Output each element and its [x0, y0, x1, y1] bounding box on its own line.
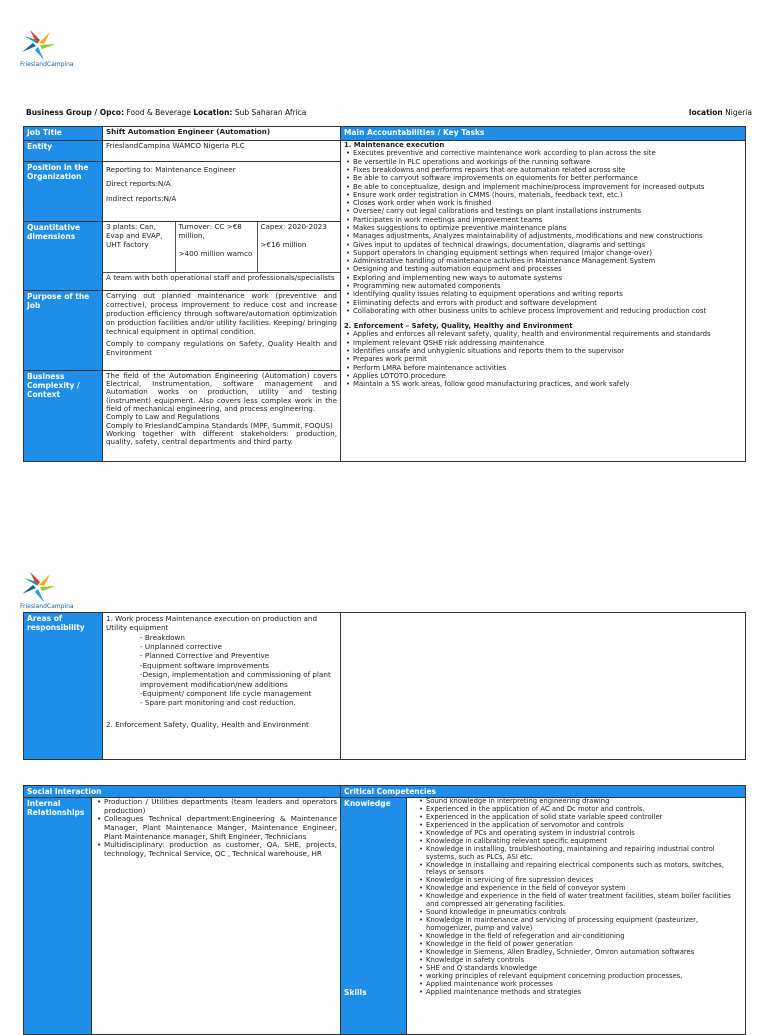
job-title-label: Job Title: [24, 127, 103, 141]
knowledge-item: • Sound knowledge in interpreting engineering drawing: [426, 798, 742, 806]
enforcement-item: • Applies and enforces all relevant safety, quality, health and environmental requirements and standards: [353, 330, 742, 338]
turnover: [175, 222, 257, 272]
company-logo-page-2: [20, 570, 100, 610]
enforcement-item: • Applies LOTOTO procedure: [353, 372, 742, 380]
indirect-reports: Indirect reports:N/A: [106, 194, 177, 204]
accountability-item: • Exploring and implementing new ways to automate systems: [353, 274, 742, 282]
accountability-item: • Programming new automated components: [353, 282, 742, 290]
internal-relationship-item: • Multidisciplinary: production as customer, QA, SHE, projects, technology, Technical Service, QC , Technical warehouse, HR: [104, 841, 337, 858]
area-item: - Spare part monitoring and cost reduction.: [140, 698, 296, 708]
country-location: [689, 108, 752, 117]
skills-list: [410, 965, 742, 997]
turnover-line-2: >400 million wamco: [178, 248, 253, 258]
accountabilities-header: Main Accountabilities / Key Tasks: [341, 127, 746, 141]
accountability-item: • Be able to carryout software improvements on equioments for better performance: [353, 174, 742, 182]
job-description-table: [23, 126, 746, 462]
position-label: Position in the Organization: [24, 161, 103, 222]
knowledge-item: • Knowledge in maintenance and servicing of processing equipment (pasteurizer, homogenizer, pump and valve): [426, 917, 742, 933]
accountabilities-cell: [341, 141, 746, 462]
business-group-row: [26, 108, 752, 117]
competencies-value: [407, 798, 746, 1035]
accountability-item: • Oversee/ carry out legal calibrations and testings on plant installations instruments: [353, 207, 742, 215]
area-item: -Design, implementation and commissioning of plant improvement modification/new additions: [140, 670, 331, 689]
accountability-2-list: [344, 330, 742, 388]
enforcement-item: • Identifies unsafe and unhygienic situations and reports them to the supervisor: [353, 347, 742, 355]
area-item: - Unplanned corrective: [140, 642, 222, 652]
knowledge-item: • Knowledge in the field of power generation: [426, 941, 742, 949]
country-label: location: [688, 108, 723, 117]
skill-item: • working principles of relevant equipment concerning production processes,: [426, 973, 742, 981]
internal-relationship-item: • Colleagues Technical department:Engineering & Maintenance Manager, Plant Maintenance Manger, Maintenance Engineer, Plant Maintenance manager, Shift Engineer, Technicians: [104, 815, 337, 841]
knowledge-item: • Knowledge in calibrating relevant specific equipment: [426, 838, 742, 846]
knowledge-item: • Knowledge in installing, troubleshooting, maintaining and repairing industrial control systems, such as PLCs, ASI etc.: [426, 846, 742, 862]
knowledge-item: • Knowledge in installaing and repairing electrical components such as motors, switches, relays or sensors: [426, 862, 742, 878]
knowledge-item: • Experienced in the application of servomotor and controls: [426, 822, 742, 830]
enforcement-item: • Prepares work permit: [353, 355, 742, 363]
team-description: A team with both operational staff and professionals/specialists: [103, 272, 340, 290]
knowledge-item: • Knowledge in safety controls: [426, 957, 742, 965]
enforcement-item: • Implement relevant QSHE risk addressing maintenance: [353, 339, 742, 347]
knowledge-item: • Knowledge in servicing of fire supression devices: [426, 877, 742, 885]
country-value: Nigeria: [725, 108, 752, 117]
accountability-1-list: [344, 149, 742, 315]
knowledge-item: • Experienced in the application of solid state variable speed controller: [426, 814, 742, 822]
job-title-value: Shift Automation Engineer (Automation): [103, 127, 341, 141]
purpose-paragraph-1: Carrying out planned maintenance work (preventive and corrective), process improvement to reduce cost and increase production efficiency through software/automation optimization on production facilities and/or utility facilities. Keeping/ bringing technical equipment in optimal condition.: [106, 291, 337, 336]
company-logo: [20, 28, 100, 68]
brand-name: FrieslandCampina: [20, 603, 74, 610]
quantitative-value: [103, 222, 341, 291]
knowledge-item: • Knowledge and experience in the field of conveyor system: [426, 885, 742, 893]
areas-label: Areas of responsibility: [24, 613, 103, 760]
skill-item: • Applied maintenance work processes: [426, 981, 742, 989]
quantitative-inner-table: [103, 222, 340, 290]
direct-reports: Direct reports:N/A: [106, 179, 171, 189]
complexity-paragraph-4: Working together with different stakeholders: production, quality, safety, central departments and third party.: [106, 429, 337, 447]
complexity-paragraph-1: The field of the Automation Engineering (Automation) covers Electrical, Instrumentation, software management and Automation works on production, utility and testing (instrument) equipment. Also covers less complex work in the field of mechanical engineering, and process engineering.: [106, 370, 337, 413]
knowledge-item: • Knowledge and experience in the field of water treatment facilities, steam boiler facilities and compressed air generating facilities.: [426, 893, 742, 909]
turnover-line-1: Turnover: CC >€8 million,: [178, 222, 242, 241]
social-interaction-header: Social Interaction: [24, 786, 341, 798]
skills-label: Skills: [344, 988, 367, 997]
complexity-paragraph-3: Comply to FrieslandCampina Standards (MPF, Summit, FOQUS): [106, 420, 333, 430]
areas-empty-cell: [341, 613, 746, 760]
areas-of-responsibility-table: [23, 612, 746, 760]
reporting-to: Reporting to: Maintenance Engineer: [106, 164, 236, 174]
accountability-item: • Identifying quality issues relating to equipment operations and writing reports: [353, 290, 742, 298]
knowledge-item: • Knowledge in Siemens, Allen Bradley, Schnieder, Omron automation softwares: [426, 949, 742, 957]
brand-name: FrieslandCampina: [20, 61, 74, 68]
accountability-item: • Closes work order when work is finished: [353, 199, 742, 207]
capex: [257, 222, 340, 272]
purpose-label: Purpose of the Job: [24, 291, 103, 370]
skill-item: • Applied maintenance methods and strategies: [426, 989, 742, 997]
accountability-item: • Eliminating defects and errors with product and software development: [353, 299, 742, 307]
complexity-value: [103, 370, 341, 461]
business-group-label: Business Group / Opco:: [26, 108, 125, 117]
accountability-item: • Ensure work order registration in CMMS (hours, materials, feedback text, etc.): [353, 191, 742, 199]
area-item: -Equipment software improvements: [140, 660, 270, 670]
internal-relationships-value: [92, 798, 341, 1035]
areas-item-2: 2. Enforcement Safety, Quality, Health and Environment: [106, 719, 309, 729]
areas-intro: 1. Work process Maintenance execution on production and Utility equipment: [106, 614, 318, 633]
accountability-item: • Be able to conceptualize, design and implement machine/process improvement for increased outputs: [353, 183, 742, 191]
entity-label: Entity: [24, 141, 103, 161]
knowledge-item: • Knowledge in the field of refegeration and air-conditioning: [426, 933, 742, 941]
accountability-item: • Makes suggestions to optimize preventive maintenance plans: [353, 224, 742, 232]
accountability-item: • Be versertile in PLC operations and workings of the running software: [353, 158, 742, 166]
skill-item: • SHE and Q standards knowledge: [426, 965, 742, 973]
position-value: [103, 161, 341, 222]
knowledge-list: [410, 798, 742, 965]
plants: 3 plants: Can, Evap and EVAP, UHT factory: [103, 222, 175, 272]
purpose-value: [103, 291, 341, 370]
location-label: Location:: [193, 108, 233, 117]
location-value: Sub Saharan Africa: [234, 108, 307, 117]
enforcement-item: • Perform LMRA before maintenance activities: [353, 364, 742, 372]
knowledge-item: • Experienced in the application of AC and Dc motor and controls.: [426, 806, 742, 814]
areas-value: [103, 613, 341, 760]
accountability-item: • Administrative handling of maintenance activities in Maintenance Management System: [353, 257, 742, 265]
accountability-item: • Designing and testing automation equipment and processes: [353, 265, 742, 273]
accountability-item: • Support operators in changing equipment settings when required (major change-over): [353, 249, 742, 257]
quantitative-label: Quantitative dimensions: [24, 222, 103, 291]
complexity-paragraph-2: Comply to Law and Regulations: [106, 412, 220, 422]
purpose-paragraph-2: Comply to company regulations on Safety, Quality Health and Environment: [106, 339, 337, 358]
accountability-item: • Participates in work meetings and improvement teams: [353, 216, 742, 224]
accountability-item: • Manages adjustments, Analyzes maintainability of adjustments, modifications and new constructions: [353, 232, 742, 240]
entity-value: FrieslandCampina WAMCO Nigeria PLC: [103, 141, 341, 161]
accountability-item: • Fixes breakdowns and performs repairs that are automation related across site: [353, 166, 742, 174]
flower-logo-icon: [20, 28, 58, 62]
flower-logo-icon: [20, 570, 58, 604]
social-competencies-table: [23, 785, 746, 1035]
capex-line-1: Capex: 2020-2023: [260, 222, 327, 232]
internal-list: [95, 798, 337, 858]
areas-list: [106, 633, 337, 708]
accountability-1-title: 1. Maintenance execution: [344, 141, 445, 150]
internal-relationships-label: Internal Relationships: [24, 798, 92, 1035]
enforcement-item: • Maintain a 5S work areas, follow good manufacturing practices, and work safely: [353, 380, 742, 388]
knowledge-label: Knowledge: [344, 799, 391, 808]
accountability-item: • Collaborating with other business units to achieve process improvement and reducing production cost: [353, 307, 742, 315]
accountability-2-title: 2. Enforcement – Safety, Quality, Healthy and Environment: [344, 322, 573, 331]
business-group-value: Food & Beverage: [126, 108, 191, 117]
area-item: -Equipment/ component life cycle management: [140, 688, 312, 698]
capex-line-2: >€16 million: [260, 240, 307, 250]
knowledge-item: • Knowledge of PCs and operating system in industrial controls: [426, 830, 742, 838]
internal-relationship-item: • Production / Utilities departments (team leaders and operators production): [104, 798, 337, 815]
area-item: - Breakdown: [140, 632, 185, 642]
competency-labels: [341, 798, 407, 1035]
area-item: - Planned Corrective and Preventive: [140, 651, 270, 661]
critical-competencies-header: Critical Competencies: [341, 786, 746, 798]
accountability-item: • Gives input to updates of technical drawings, documentation, diagrams and settings: [353, 241, 742, 249]
complexity-label: Business Complexity / Context: [24, 370, 103, 461]
accountability-item: • Executes preventive and corrective maintenance work according to plan across the site: [353, 149, 742, 157]
knowledge-item: • Sound knowledge in pneumatics controls: [426, 909, 742, 917]
